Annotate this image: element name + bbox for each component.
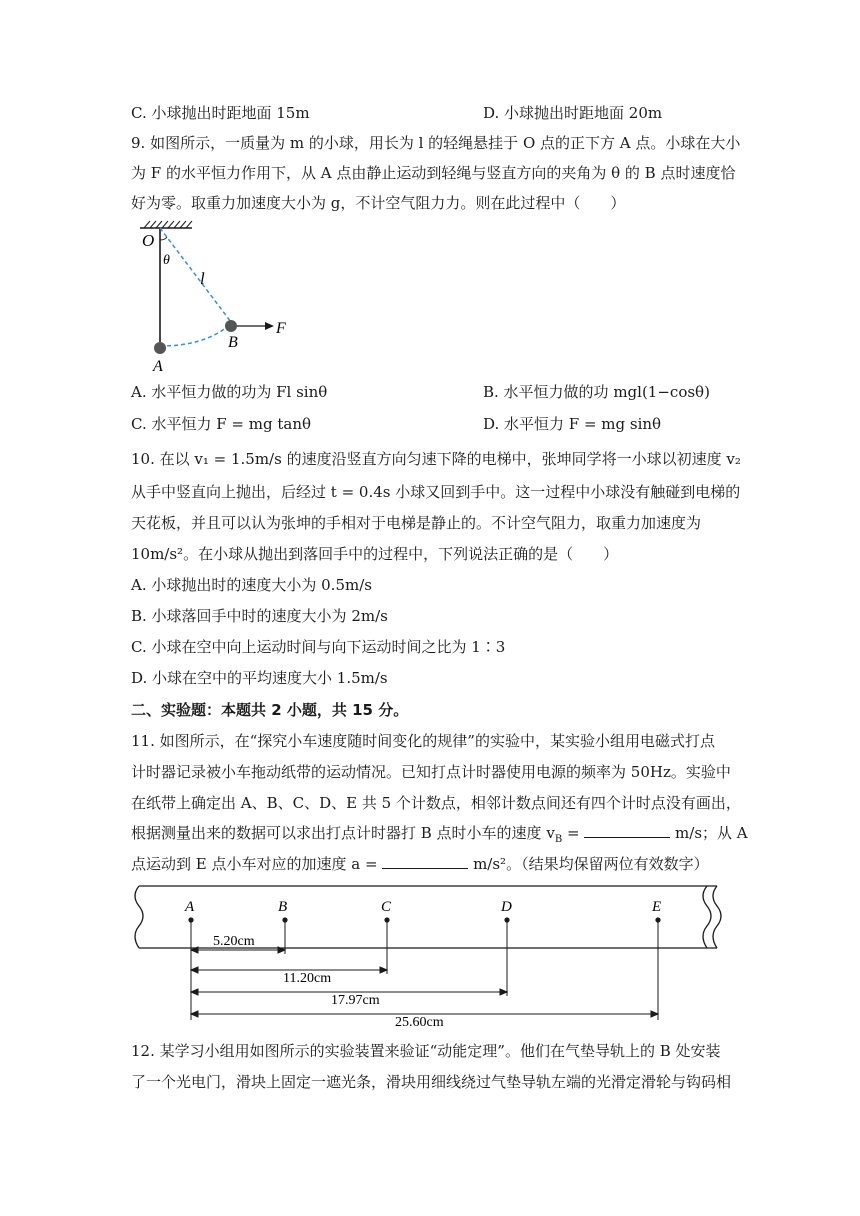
tape-measure-ac: 11.20cm: [283, 971, 332, 986]
fig-label-l: l: [200, 269, 205, 288]
q10-option-a: A. 小球抛出时的速度大小为 0.5m/s: [131, 576, 372, 594]
q11-line4-unit: m/s；从 A: [670, 824, 748, 842]
q11-blank-a[interactable]: [382, 853, 468, 869]
q10-stem-line-1: 10. 在以 v₁ = 1.5m/s 的速度沿竖直方向匀速下降的电梯中，张坤同学将一小球以初速度 v₂: [131, 450, 741, 468]
q9-option-a: A. 水平恒力做的功为 Fl sinθ: [131, 383, 328, 401]
q9-stem-line-2: 为 F 的水平恒力作用下，从 A 点由静止运动到轻绳与竖直方向的夹角为 θ 的 B 点时速度恰: [131, 164, 736, 182]
tape-point-d: D: [501, 899, 512, 915]
q11-stem-line-5: [131, 853, 709, 874]
section-2-heading: 二、实验题：本题共 2 小题，共 15 分。: [131, 701, 409, 719]
fig-label-f: F: [276, 320, 286, 337]
q11-stem-line-2: 计时器记录被小车拖动纸带的运动情况。已知打点计时器使用电源的频率为 50Hz。实验中: [131, 763, 731, 781]
q12-stem-line-1: 12. 某学习小组用如图所示的实验装置来验证“动能定理”。他们在气垫导轨上的 B 处安装: [131, 1042, 721, 1060]
q10-stem-line-2: 从手中竖直向上抛出，后经过 t = 0.4s 小球又回到手中。这一过程中小球没有触碰到电梯的: [131, 483, 741, 501]
q10-option-d: D. 小球在空中的平均速度大小 1.5m/s: [131, 669, 388, 687]
q9-pendulum-figure: [128, 218, 298, 376]
tape-point-a: A: [185, 899, 195, 915]
q11-line4-equals: =: [562, 824, 585, 842]
q9-option-b: B. 水平恒力做的功 mgl(1−cosθ): [483, 383, 710, 401]
fig-label-theta: θ: [163, 253, 170, 268]
tape-measure-ab: 5.20cm: [213, 934, 255, 949]
q11-stem-line-4: [131, 822, 748, 850]
q11-stem-line-1: 11. 如图所示，在“探究小车速度随时间变化的规律”的实验中，某实验小组用电磁式打点: [131, 732, 715, 750]
q11-blank-vb[interactable]: [584, 822, 670, 838]
q10-stem-line-4: 10m/s²。在小球从抛出到落回手中的过程中，下列说法正确的是（ ）: [131, 545, 619, 563]
q11-line4-text: 根据测量出来的数据可以求出打点计时器打 B 点时小车的速度 v: [131, 824, 555, 842]
q8-option-c: C. 小球抛出时距地面 15m: [131, 104, 310, 122]
tape-measure-ae: 25.60cm: [395, 1015, 444, 1030]
tape-point-b: B: [278, 899, 288, 915]
q9-option-c: C. 水平恒力 F = mg tanθ: [131, 415, 312, 433]
q11-paper-tape-figure: [125, 882, 725, 1030]
tape-point-c: C: [381, 899, 392, 915]
q11-stem-line-3: 在纸带上确定出 A、B、C、D、E 共 5 个计数点，相邻计数点间还有四个计时点没有画出，: [131, 794, 741, 812]
q8-option-d: D. 小球抛出时距地面 20m: [483, 104, 663, 122]
q10-stem-line-3: 天花板，并且可以认为张坤的手相对于电梯是静止的。不计空气阻力，取重力加速度为: [131, 514, 702, 532]
q11-line5-unit: m/s²。（结果均保留两位有效数字）: [468, 855, 709, 873]
q9-stem-line-1: 9. 如图所示，一质量为 m 的小球，用长为 l 的轻绳悬挂于 O 点的正下方 A 点。小球在大小: [131, 134, 741, 152]
q9-option-d: D. 水平恒力 F = mg sinθ: [483, 415, 662, 433]
tape-measure-ad: 17.97cm: [331, 993, 380, 1008]
q9-stem-line-3: 好为零。取重力加速度大小为 g，不计空气阻力力。则在此过程中（ ）: [131, 194, 626, 212]
fig-label-o: O: [142, 231, 155, 250]
tape-point-e: E: [652, 899, 662, 915]
q10-option-c: C. 小球在空中向上运动时间与向下运动时间之比为 1∶3: [131, 638, 506, 656]
fig-label-b: B: [228, 334, 238, 351]
q11-line5-text: 点运动到 E 点小车对应的加速度 a =: [131, 855, 383, 873]
fig-label-a: A: [153, 358, 163, 375]
q12-stem-line-2: 了一个光电门，滑块上固定一遮光条，滑块用细线绕过气垫导轨左端的光滑定滑轮与钩码相: [131, 1073, 732, 1091]
q10-option-b: B. 小球落回手中时的速度大小为 2m/s: [131, 607, 388, 625]
q11-vb-subscript: B: [554, 834, 563, 845]
